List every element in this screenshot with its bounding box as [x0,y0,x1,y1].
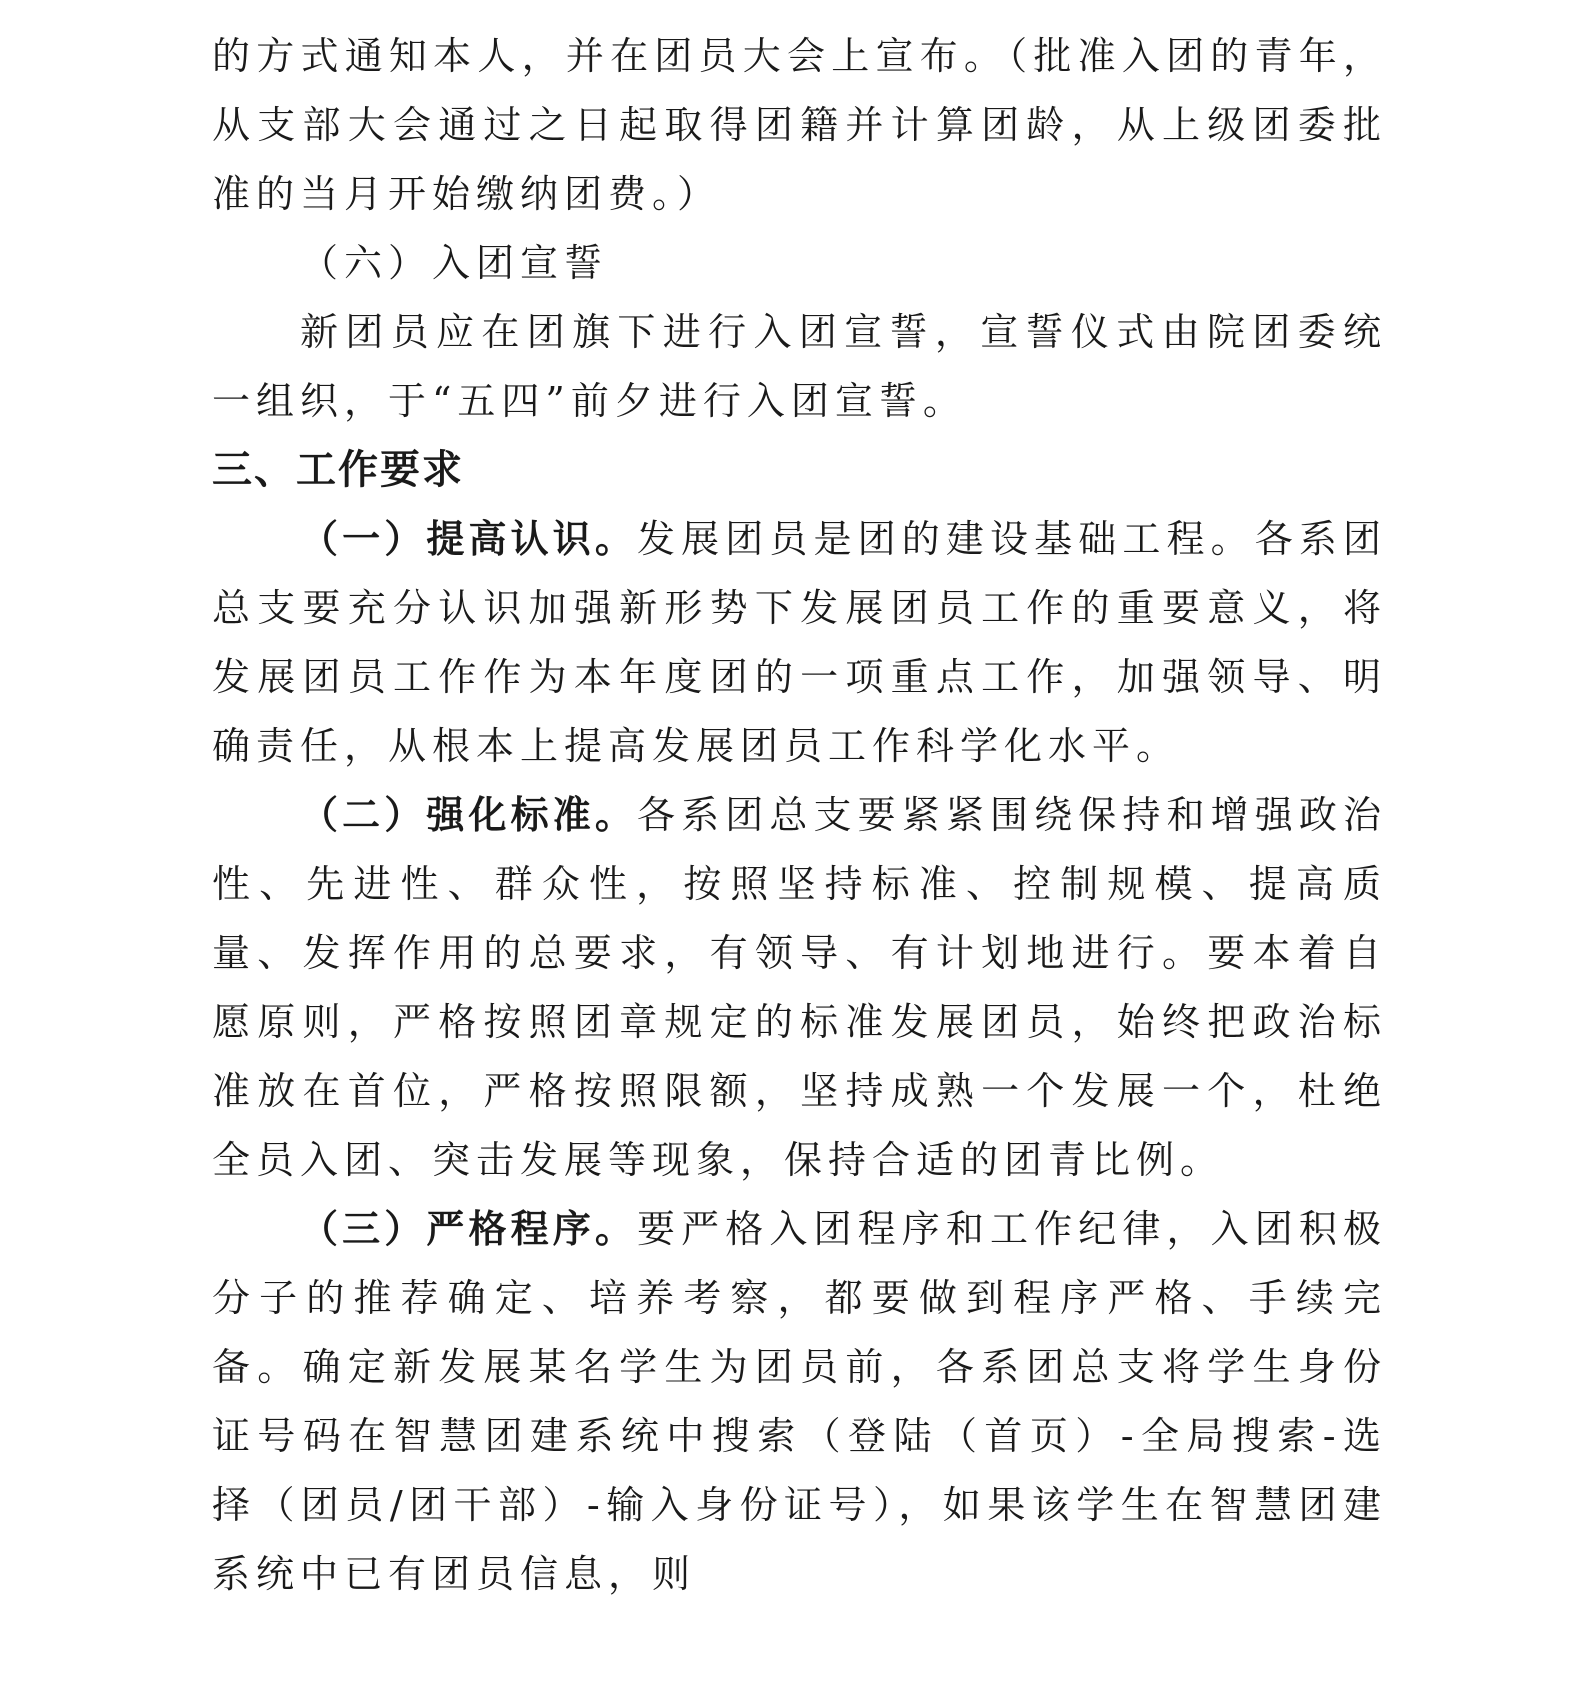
section-heading-work-requirements: 三、工作要求 [212,447,464,493]
paragraph-strengthen-standards [212,781,1387,1195]
section-heading-oath: （六）入团宣誓 [300,241,609,285]
document-body [212,22,1387,1609]
paragraph-enrollment-notice: 的方式通知本人，并在团员大会上宣布。（批准入团的青年，从支部大会通过之日起取得团籍并计算团龄，从上级团委批准的当月开始缴纳团费。） [212,34,1387,216]
item-lead-strict-procedure: （三）严格程序。 [300,1207,637,1251]
item-body-strict-procedure: 要严格入团程序和工作纪律，入团积极分子的推荐确定、培养考察，都要做到程序严格、手续完备。确定新发展某名学生为团员前，各系团总支将学生身份证号码在智慧团建系统中搜索（登陆（首页）-全局搜索-选择（团员/团干部）-输入身份证号），如果该学生在智慧团建系统中已有团员信息，则 [212,1207,1387,1596]
item-body-strengthen-standards: 各系团总支要紧紧围绕保持和增强政治性、先进性、群众性，按照坚持标准、控制规模、提高质量、发挥作用的总要求，有领导、有计划地进行。要本着自愿原则，严格按照团章规定的标准发展团员，始终把政治标准放在首位，严格按照限额，坚持成熟一个发展一个，杜绝全员入团、突击发展等现象，保持合适的团青比例。 [212,793,1387,1182]
paragraph-strict-procedure [212,1195,1387,1609]
paragraph-raise-awareness [212,505,1387,781]
paragraph-oath: 新团员应在团旗下进行入团宣誓，宣誓仪式由院团委统一组织，于“五四”前夕进行入团宣誓。 [212,310,1387,423]
item-body-raise-awareness: 发展团员是团的建设基础工程。各系团总支要充分认识加强新形势下发展团员工作的重要意义，将发展团员工作作为本年度团的一项重点工作，加强领导、明确责任，从根本上提高发展团员工作科学化水平。 [212,517,1387,768]
item-lead-raise-awareness: （一）提高认识。 [300,517,637,561]
item-lead-strengthen-standards: （二）强化标准。 [300,793,637,837]
